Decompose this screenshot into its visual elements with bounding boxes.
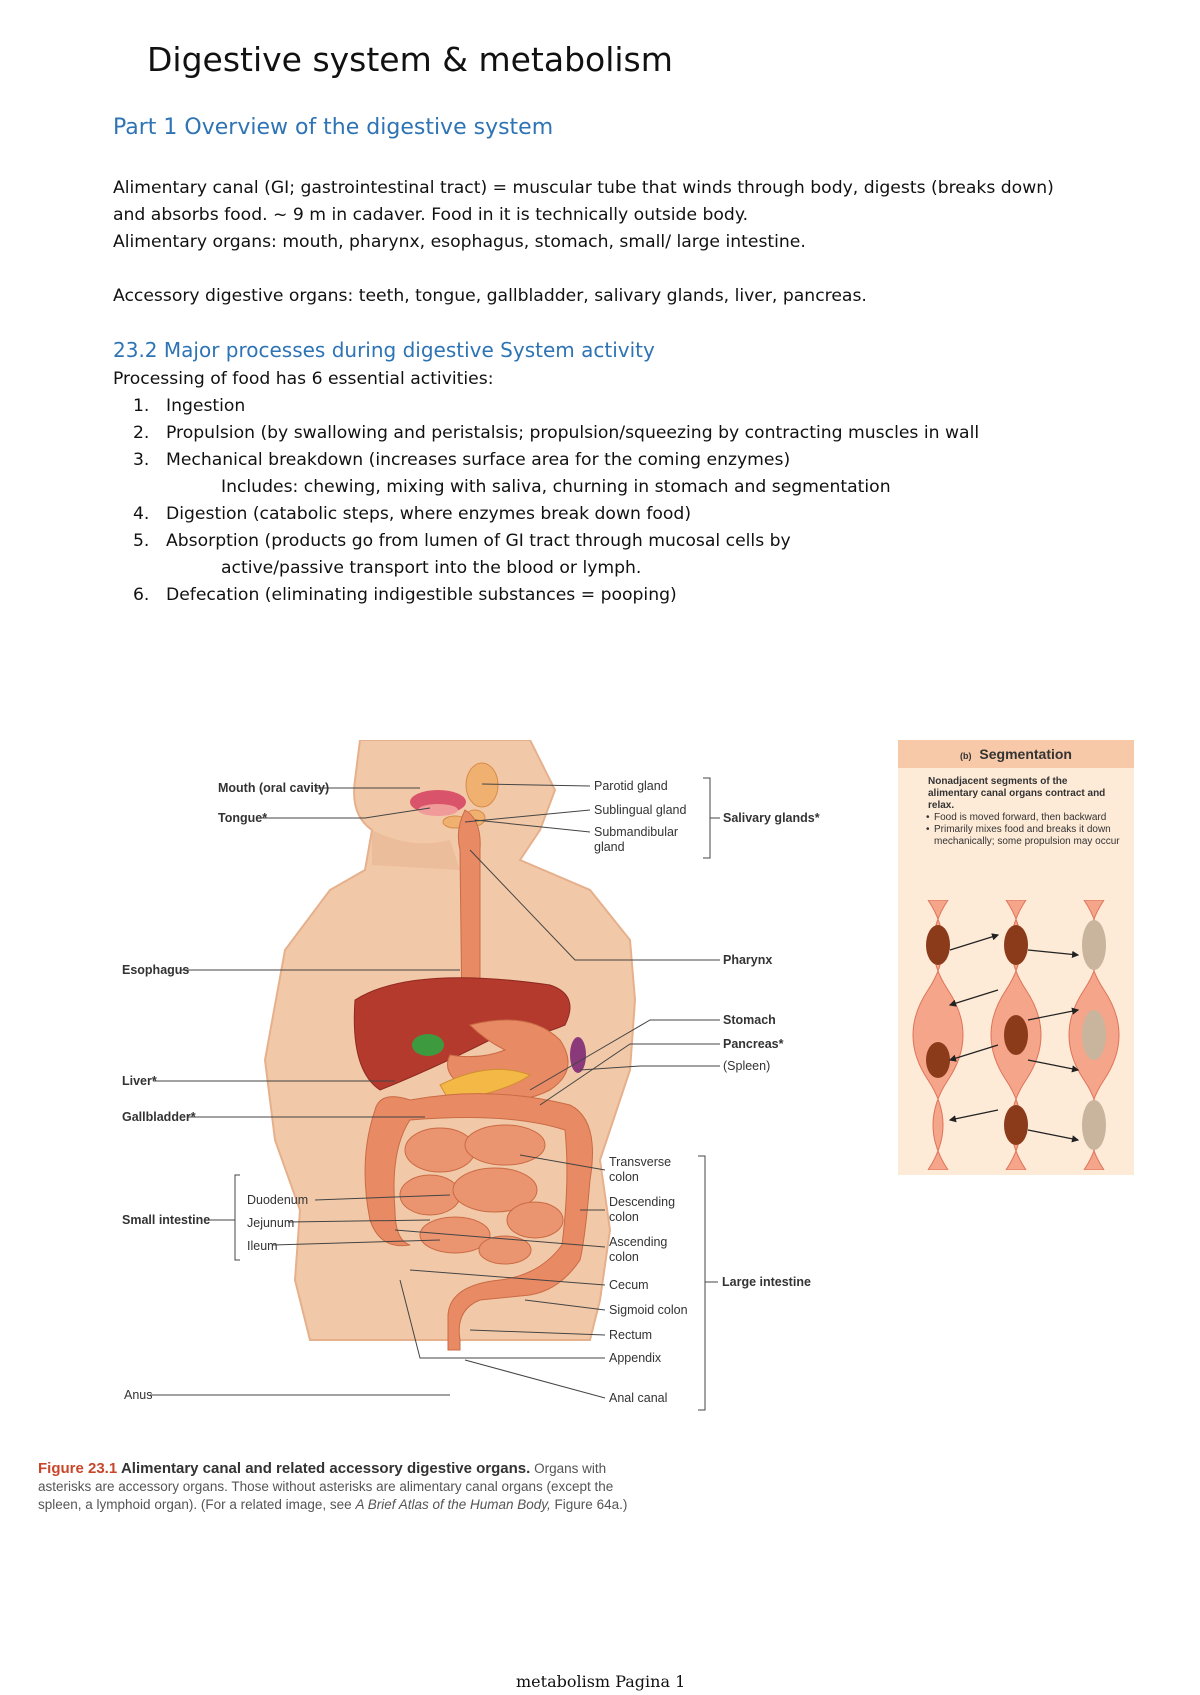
alimentary-canal-line1: Alimentary canal (GI; gastrointestinal tract) = muscular tube that winds through body, digests (breaks down) bbox=[113, 178, 1054, 198]
segmentation-panel bbox=[898, 740, 1134, 1175]
label-anal-canal: Anal canal bbox=[609, 1391, 668, 1405]
list-number: 2. bbox=[133, 423, 150, 443]
label-mouth: Mouth (oral cavity) bbox=[218, 781, 330, 795]
segmentation-bullet: • Primarily mixes food and breaks it down mechanically; some propulsion may occur bbox=[934, 824, 1120, 848]
list-item-text: Mechanical breakdown (increases surface area for the coming enzymes) bbox=[166, 450, 791, 470]
label-rectum: Rectum bbox=[609, 1328, 653, 1342]
label-sigmoid: Sigmoid colon bbox=[609, 1303, 688, 1317]
digestive-system-figure bbox=[110, 740, 870, 1440]
figure-title: Alimentary canal and related accessory digestive organs. bbox=[120, 1460, 531, 1477]
figure-caption-text1: Organs with bbox=[534, 1461, 607, 1476]
label-submandibular-2: gland bbox=[594, 840, 625, 854]
alimentary-canal-line2: and absorbs food. ~ 9 m in cadaver. Food in it is technically outside body. bbox=[113, 205, 749, 225]
segmentation-tag: (b) bbox=[960, 751, 972, 761]
label-small-intestine: Small intestine bbox=[122, 1213, 211, 1227]
segmentation-bullet: • Food is moved forward, then backward bbox=[934, 812, 1120, 824]
spleen-illustration bbox=[570, 1037, 586, 1073]
label-pancreas: Pancreas* bbox=[723, 1037, 784, 1051]
segmentation-heading bbox=[898, 740, 1134, 768]
label-parotid: Parotid gland bbox=[594, 779, 668, 793]
figure-caption-text2: asterisks are accessory organs. Those without asterisks are alimentary canal organs (except the bbox=[38, 1479, 614, 1494]
label-transverse-1: Transverse bbox=[609, 1155, 672, 1169]
label-gallbladder: Gallbladder* bbox=[122, 1110, 196, 1124]
segmentation-bullets bbox=[898, 812, 1134, 848]
segmentation-title: Segmentation bbox=[979, 746, 1072, 762]
label-jejunum: Jejunum bbox=[247, 1216, 295, 1230]
label-descending-1: Descending bbox=[609, 1195, 676, 1209]
list-item bbox=[113, 393, 1113, 420]
list-item-text: Absorption (products go from lumen of GI tract through mucosal cells by bbox=[166, 531, 791, 551]
segmentation-illustration bbox=[898, 900, 1134, 1170]
figure-number: Figure 23.1 bbox=[38, 1460, 118, 1477]
list-item-text: Propulsion (by swallowing and peristalsis; propulsion/squeezing by contracting muscles in wall bbox=[166, 423, 980, 443]
figure-caption-atlas: A Brief Atlas of the Human Body, bbox=[355, 1497, 551, 1512]
alimentary-organs-line: Alimentary organs: mouth, pharynx, esophagus, stomach, small/ large intestine. bbox=[113, 232, 806, 252]
list-item-text: Defecation (eliminating indigestible substances = pooping) bbox=[166, 585, 677, 605]
list-item-text: Digestion (catabolic steps, where enzymes break down food) bbox=[166, 504, 692, 524]
label-descending-2: colon bbox=[609, 1210, 639, 1224]
list-item bbox=[113, 447, 1113, 501]
gallbladder-illustration bbox=[412, 1034, 444, 1056]
figure-caption-text4: Figure 64a.) bbox=[554, 1497, 628, 1512]
label-anus: Anus bbox=[124, 1388, 153, 1402]
list-number: 5. bbox=[133, 531, 150, 551]
figure-caption-text3: spleen, a lymphoid organ). (For a related image, see bbox=[38, 1497, 352, 1512]
label-large-intestine: Large intestine bbox=[722, 1275, 811, 1289]
tongue-illustration bbox=[418, 804, 458, 816]
label-liver: Liver* bbox=[122, 1074, 157, 1088]
page-footer: metabolism Pagina 1 bbox=[516, 1672, 686, 1691]
label-ascending-2: colon bbox=[609, 1250, 639, 1264]
label-stomach: Stomach bbox=[723, 1013, 776, 1027]
list-item-text: Ingestion bbox=[166, 396, 246, 416]
list-number: 4. bbox=[133, 504, 150, 524]
list-item bbox=[113, 420, 1113, 447]
label-ascending-1: Ascending bbox=[609, 1235, 668, 1249]
list-number: 6. bbox=[133, 585, 150, 605]
label-salivary-glands: Salivary glands* bbox=[723, 811, 820, 825]
label-duodenum: Duodenum bbox=[247, 1193, 309, 1207]
label-cecum: Cecum bbox=[609, 1278, 649, 1292]
segmentation-description: Nonadjacent segments of the alimentary canal organs contract and relax. bbox=[928, 776, 1106, 811]
accessory-organs-paragraph: Accessory digestive organs: teeth, tongue, gallbladder, salivary glands, liver, pancreas. bbox=[113, 286, 867, 306]
label-transverse-2: colon bbox=[609, 1170, 639, 1184]
label-submandibular-1: Submandibular bbox=[594, 825, 679, 839]
processes-list bbox=[113, 393, 1113, 609]
figure-caption bbox=[38, 1460, 678, 1514]
list-number: 1. bbox=[133, 396, 150, 416]
label-tongue: Tongue* bbox=[218, 811, 268, 825]
processing-intro: Processing of food has 6 essential activities: bbox=[113, 369, 494, 389]
label-pharynx: Pharynx bbox=[723, 953, 773, 967]
part1-heading: Part 1 Overview of the digestive system bbox=[113, 115, 554, 140]
list-item bbox=[113, 528, 1113, 582]
list-item bbox=[113, 501, 1113, 528]
label-sublingual: Sublingual gland bbox=[594, 803, 687, 817]
section-23-2-heading: 23.2 Major processes during digestive System activity bbox=[113, 338, 655, 362]
list-number: 3. bbox=[133, 450, 150, 470]
list-item bbox=[113, 582, 1113, 609]
label-appendix: Appendix bbox=[609, 1351, 662, 1365]
alimentary-canal-paragraph bbox=[113, 175, 1054, 256]
list-item-subtext: Includes: chewing, mixing with saliva, churning in stomach and segmentation bbox=[221, 477, 891, 497]
list-item-subtext: active/passive transport into the blood or lymph. bbox=[221, 558, 642, 578]
label-ileum: Ileum bbox=[247, 1239, 278, 1253]
label-spleen: (Spleen) bbox=[723, 1059, 771, 1073]
label-esophagus: Esophagus bbox=[122, 963, 190, 977]
document-title: Digestive system & metabolism bbox=[147, 40, 673, 79]
